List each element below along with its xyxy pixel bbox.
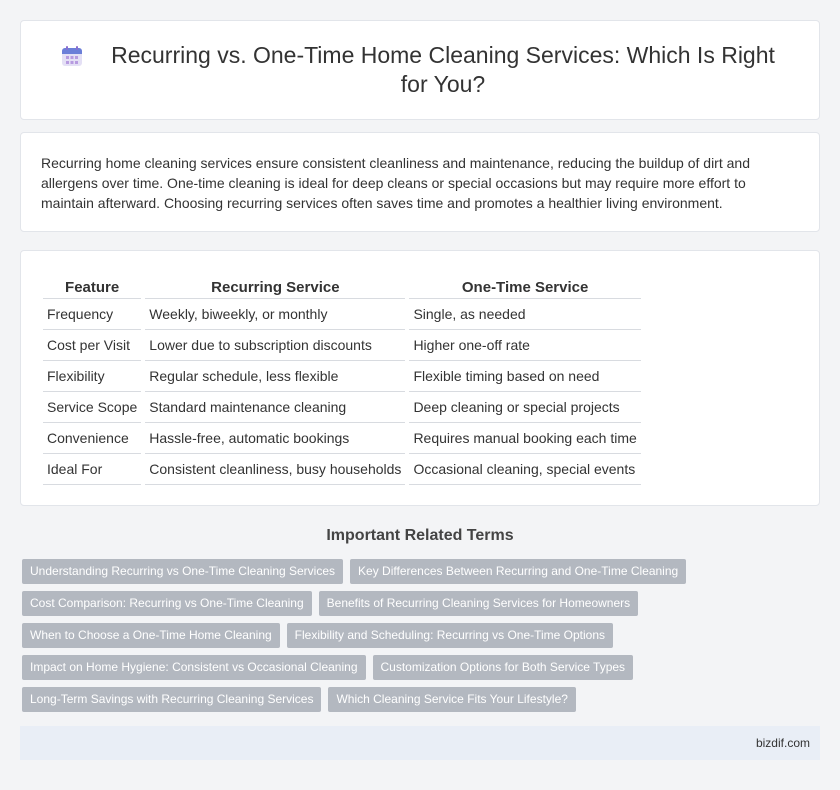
cell-recurring: Consistent cleanliness, busy households xyxy=(145,454,405,485)
table-row xyxy=(43,423,641,454)
related-term-link[interactable]: Customization Options for Both Service Types xyxy=(373,655,634,680)
related-term-link[interactable]: When to Choose a One-Time Home Cleaning xyxy=(22,623,280,648)
related-terms-title: Important Related Terms xyxy=(326,527,514,544)
cell-recurring: Regular schedule, less flexible xyxy=(145,361,405,392)
cell-feature: Cost per Visit xyxy=(43,330,141,361)
related-term-link[interactable]: Flexibility and Scheduling: Recurring vs One-Time Options xyxy=(287,623,613,648)
cell-one-time: Deep cleaning or special projects xyxy=(409,392,640,423)
title-card xyxy=(20,20,820,120)
table-row xyxy=(43,299,641,330)
footer-site-link[interactable]: bizdif.com xyxy=(755,736,810,750)
cell-feature: Flexibility xyxy=(43,361,141,392)
cell-one-time: Single, as needed xyxy=(409,299,640,330)
cell-recurring: Hassle-free, automatic bookings xyxy=(145,423,405,454)
title-wrap xyxy=(21,21,819,119)
calendar-icon xyxy=(61,45,83,67)
cell-feature: Frequency xyxy=(43,299,141,330)
cell-one-time: Flexible timing based on need xyxy=(409,361,640,392)
intro-card xyxy=(20,132,820,232)
table-row xyxy=(43,392,641,423)
footer xyxy=(20,726,820,760)
header-feature: Feature xyxy=(43,275,141,299)
table-header-row xyxy=(43,275,641,299)
cell-recurring: Weekly, biweekly, or monthly xyxy=(145,299,405,330)
related-term-link[interactable]: Impact on Home Hygiene: Consistent vs Occasional Cleaning xyxy=(22,655,366,680)
cell-one-time: Requires manual booking each time xyxy=(409,423,640,454)
cell-feature: Convenience xyxy=(43,423,141,454)
related-term-link[interactable]: Which Cleaning Service Fits Your Lifestyle? xyxy=(328,687,575,712)
related-term-link[interactable]: Understanding Recurring vs One-Time Cleaning Services xyxy=(22,559,343,584)
related-terms-list xyxy=(22,559,822,719)
table-card xyxy=(20,250,820,506)
cell-recurring: Lower due to subscription discounts xyxy=(145,330,405,361)
cell-feature: Ideal For xyxy=(43,454,141,485)
intro-paragraph: Recurring home cleaning services ensure consistent cleanliness and maintenance, reducing the buildup of dirt and allergens over time. One-time cleaning is ideal for deep cleans or special occasions but may require more effort to maintain afterward. Choosing recurring services often saves time and promotes a healthier living environment. xyxy=(41,155,750,211)
table-row xyxy=(43,330,641,361)
table-row xyxy=(43,454,641,485)
cell-one-time: Higher one-off rate xyxy=(409,330,640,361)
related-term-link[interactable]: Key Differences Between Recurring and One-Time Cleaning xyxy=(350,559,686,584)
page-title: Recurring vs. One-Time Home Cleaning Services: Which Is Right for You? xyxy=(111,42,775,97)
related-term-link[interactable]: Long-Term Savings with Recurring Cleaning Services xyxy=(22,687,321,712)
comparison-table xyxy=(39,275,645,485)
related-term-link[interactable]: Benefits of Recurring Cleaning Services for Homeowners xyxy=(319,591,638,616)
table-row xyxy=(43,361,641,392)
header-recurring: Recurring Service xyxy=(145,275,405,299)
header-one-time: One-Time Service xyxy=(409,275,640,299)
cell-feature: Service Scope xyxy=(43,392,141,423)
related-term-link[interactable]: Cost Comparison: Recurring vs One-Time Cleaning xyxy=(22,591,312,616)
cell-one-time: Occasional cleaning, special events xyxy=(409,454,640,485)
cell-recurring: Standard maintenance cleaning xyxy=(145,392,405,423)
